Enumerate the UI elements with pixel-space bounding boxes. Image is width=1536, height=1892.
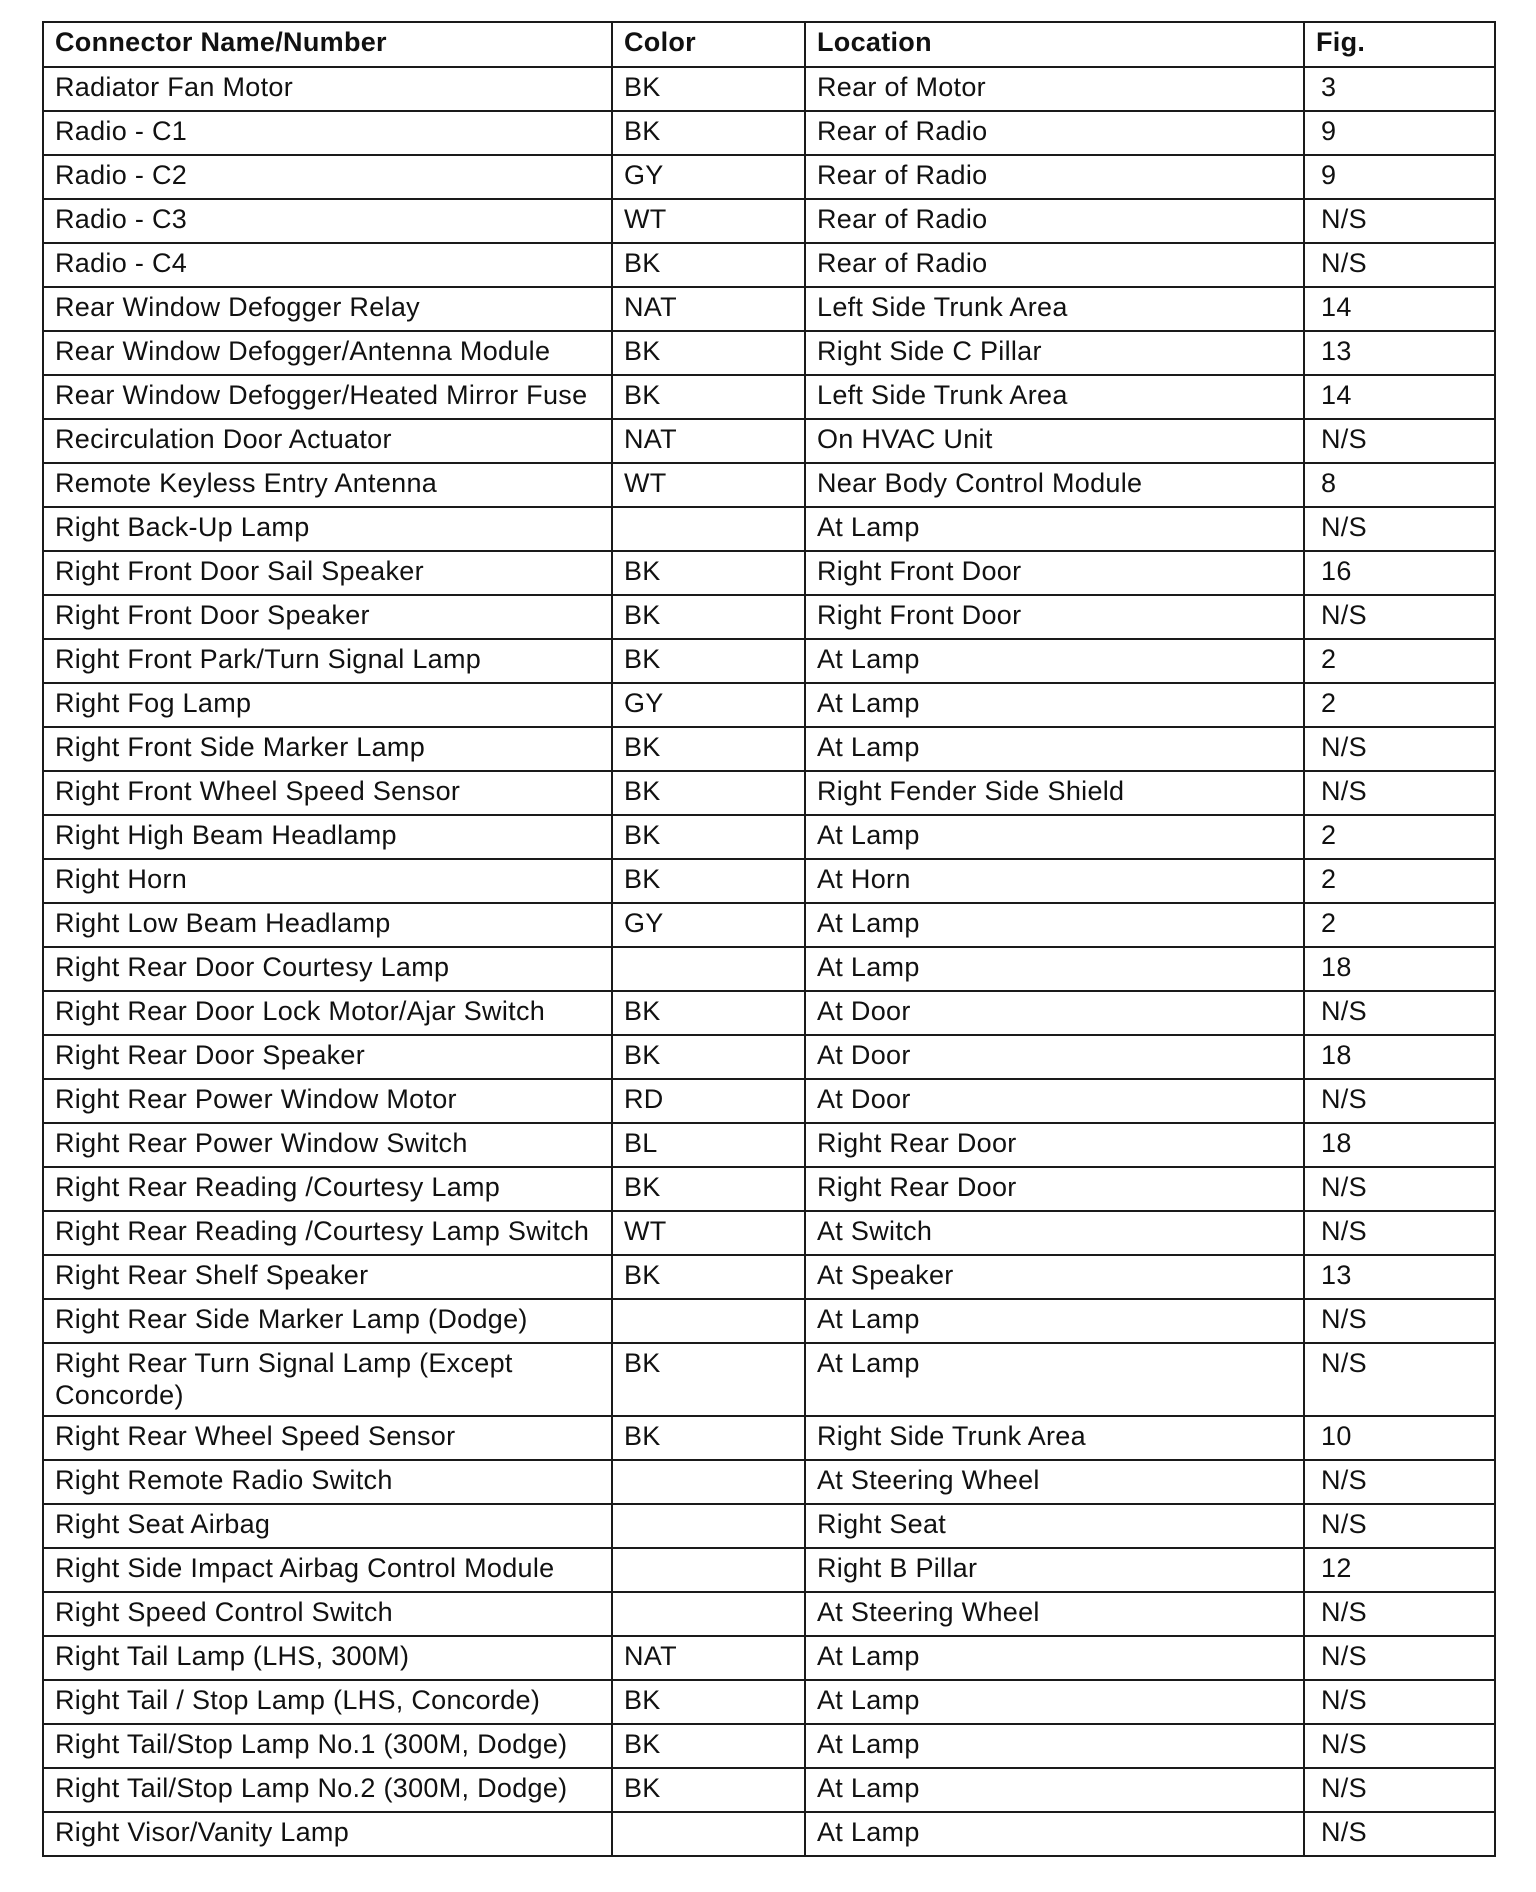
- cell-color: [612, 1504, 805, 1548]
- cell-location: At Lamp: [805, 1299, 1304, 1343]
- cell-location: At Lamp: [805, 1724, 1304, 1768]
- connector-table: [42, 21, 1496, 1857]
- cell-connector-name: Right Front Side Marker Lamp: [43, 727, 612, 771]
- cell-fig: 12: [1304, 1548, 1495, 1592]
- table-row: [43, 1079, 1495, 1123]
- cell-fig: N/S: [1304, 199, 1495, 243]
- cell-fig: 14: [1304, 375, 1495, 419]
- cell-location: Right Rear Door: [805, 1123, 1304, 1167]
- cell-location: At Lamp: [805, 683, 1304, 727]
- table-row: [43, 1211, 1495, 1255]
- cell-color: BK: [612, 727, 805, 771]
- table-row: [43, 243, 1495, 287]
- cell-fig: 9: [1304, 155, 1495, 199]
- cell-location: At Steering Wheel: [805, 1592, 1304, 1636]
- cell-location: Left Side Trunk Area: [805, 287, 1304, 331]
- cell-color: [612, 507, 805, 551]
- cell-connector-name: Right Fog Lamp: [43, 683, 612, 727]
- table-row: [43, 683, 1495, 727]
- cell-connector-name: Right Visor/Vanity Lamp: [43, 1812, 612, 1856]
- cell-fig: N/S: [1304, 1636, 1495, 1680]
- cell-connector-name: Right Rear Power Window Switch: [43, 1123, 612, 1167]
- cell-connector-name: Right Rear Turn Signal Lamp (Except Concorde): [43, 1343, 612, 1416]
- table-row: [43, 595, 1495, 639]
- cell-location: At Door: [805, 1035, 1304, 1079]
- cell-fig: N/S: [1304, 1812, 1495, 1856]
- cell-color: [612, 1299, 805, 1343]
- cell-color: WT: [612, 463, 805, 507]
- cell-color: NAT: [612, 419, 805, 463]
- cell-fig: N/S: [1304, 1504, 1495, 1548]
- table-row: [43, 507, 1495, 551]
- cell-fig: N/S: [1304, 1343, 1495, 1416]
- cell-fig: 18: [1304, 947, 1495, 991]
- cell-fig: N/S: [1304, 419, 1495, 463]
- cell-location: At Lamp: [805, 1812, 1304, 1856]
- column-header-connector-name: Connector Name/Number: [43, 22, 612, 67]
- cell-connector-name: Right Front Park/Turn Signal Lamp: [43, 639, 612, 683]
- cell-fig: 8: [1304, 463, 1495, 507]
- cell-location: Right B Pillar: [805, 1548, 1304, 1592]
- cell-connector-name: Right Tail/Stop Lamp No.2 (300M, Dodge): [43, 1768, 612, 1812]
- table-row: [43, 67, 1495, 111]
- table-row: [43, 1812, 1495, 1856]
- table-row: [43, 419, 1495, 463]
- cell-fig: N/S: [1304, 1592, 1495, 1636]
- cell-color: BL: [612, 1123, 805, 1167]
- cell-connector-name: Radio - C3: [43, 199, 612, 243]
- cell-color: [612, 1812, 805, 1856]
- column-header-color: Color: [612, 22, 805, 67]
- cell-connector-name: Right Front Door Speaker: [43, 595, 612, 639]
- cell-color: WT: [612, 199, 805, 243]
- cell-fig: N/S: [1304, 727, 1495, 771]
- cell-fig: N/S: [1304, 1211, 1495, 1255]
- cell-fig: N/S: [1304, 1724, 1495, 1768]
- cell-color: BK: [612, 1768, 805, 1812]
- table-row: [43, 1636, 1495, 1680]
- cell-color: BK: [612, 111, 805, 155]
- column-header-location: Location: [805, 22, 1304, 67]
- cell-color: GY: [612, 683, 805, 727]
- cell-color: NAT: [612, 1636, 805, 1680]
- table-row: [43, 991, 1495, 1035]
- table-row: [43, 1460, 1495, 1504]
- cell-fig: 2: [1304, 903, 1495, 947]
- table-row: [43, 1768, 1495, 1812]
- cell-connector-name: Right Tail / Stop Lamp (LHS, Concorde): [43, 1680, 612, 1724]
- table-row: [43, 727, 1495, 771]
- table-row: [43, 947, 1495, 991]
- cell-fig: 3: [1304, 67, 1495, 111]
- cell-location: At Switch: [805, 1211, 1304, 1255]
- cell-location: Rear of Radio: [805, 155, 1304, 199]
- cell-color: BK: [612, 1680, 805, 1724]
- cell-connector-name: Right Remote Radio Switch: [43, 1460, 612, 1504]
- cell-location: Right Front Door: [805, 551, 1304, 595]
- cell-location: Rear of Motor: [805, 67, 1304, 111]
- cell-connector-name: Right Rear Door Lock Motor/Ajar Switch: [43, 991, 612, 1035]
- cell-color: [612, 947, 805, 991]
- cell-connector-name: Radio - C4: [43, 243, 612, 287]
- cell-connector-name: Right Rear Power Window Motor: [43, 1079, 612, 1123]
- cell-location: On HVAC Unit: [805, 419, 1304, 463]
- cell-connector-name: Right Side Impact Airbag Control Module: [43, 1548, 612, 1592]
- cell-color: BK: [612, 639, 805, 683]
- cell-color: BK: [612, 1167, 805, 1211]
- table-row: [43, 111, 1495, 155]
- cell-location: Right Seat: [805, 1504, 1304, 1548]
- cell-location: Rear of Radio: [805, 199, 1304, 243]
- cell-color: BK: [612, 1724, 805, 1768]
- cell-fig: 2: [1304, 815, 1495, 859]
- cell-location: Rear of Radio: [805, 243, 1304, 287]
- cell-location: At Lamp: [805, 903, 1304, 947]
- table-row: [43, 1167, 1495, 1211]
- cell-location: Right Front Door: [805, 595, 1304, 639]
- table-row: [43, 551, 1495, 595]
- cell-color: BK: [612, 243, 805, 287]
- cell-connector-name: Radiator Fan Motor: [43, 67, 612, 111]
- table-row: [43, 1724, 1495, 1768]
- cell-color: BK: [612, 991, 805, 1035]
- cell-connector-name: Right Horn: [43, 859, 612, 903]
- cell-fig: 10: [1304, 1416, 1495, 1460]
- cell-fig: 18: [1304, 1035, 1495, 1079]
- table-row: [43, 859, 1495, 903]
- cell-fig: N/S: [1304, 1460, 1495, 1504]
- cell-color: BK: [612, 67, 805, 111]
- table-row: [43, 1504, 1495, 1548]
- table-row: [43, 1416, 1495, 1460]
- cell-connector-name: Radio - C2: [43, 155, 612, 199]
- cell-connector-name: Right Rear Reading /Courtesy Lamp: [43, 1167, 612, 1211]
- cell-location: Near Body Control Module: [805, 463, 1304, 507]
- table-row: [43, 1680, 1495, 1724]
- cell-location: Right Fender Side Shield: [805, 771, 1304, 815]
- cell-connector-name: Rear Window Defogger Relay: [43, 287, 612, 331]
- cell-color: BK: [612, 331, 805, 375]
- cell-connector-name: Right Rear Side Marker Lamp (Dodge): [43, 1299, 612, 1343]
- cell-color: [612, 1460, 805, 1504]
- cell-location: At Door: [805, 1079, 1304, 1123]
- cell-fig: 18: [1304, 1123, 1495, 1167]
- column-header-fig: Fig.: [1304, 22, 1495, 67]
- cell-fig: N/S: [1304, 1167, 1495, 1211]
- table-row: [43, 1592, 1495, 1636]
- cell-fig: 9: [1304, 111, 1495, 155]
- cell-location: Left Side Trunk Area: [805, 375, 1304, 419]
- table-row: [43, 1343, 1495, 1416]
- cell-fig: 16: [1304, 551, 1495, 595]
- cell-fig: N/S: [1304, 243, 1495, 287]
- table-row: [43, 287, 1495, 331]
- table-row: [43, 1123, 1495, 1167]
- cell-location: At Speaker: [805, 1255, 1304, 1299]
- cell-location: Right Side C Pillar: [805, 331, 1304, 375]
- cell-color: BK: [612, 771, 805, 815]
- connector-table-page: [42, 21, 1494, 1857]
- cell-connector-name: Right Rear Door Speaker: [43, 1035, 612, 1079]
- cell-color: NAT: [612, 287, 805, 331]
- table-row: [43, 903, 1495, 947]
- cell-connector-name: Right High Beam Headlamp: [43, 815, 612, 859]
- cell-color: GY: [612, 155, 805, 199]
- cell-fig: N/S: [1304, 595, 1495, 639]
- cell-color: BK: [612, 375, 805, 419]
- cell-fig: N/S: [1304, 1299, 1495, 1343]
- cell-fig: 13: [1304, 331, 1495, 375]
- table-row: [43, 1255, 1495, 1299]
- cell-location: At Lamp: [805, 815, 1304, 859]
- cell-location: At Lamp: [805, 947, 1304, 991]
- cell-connector-name: Right Tail/Stop Lamp No.1 (300M, Dodge): [43, 1724, 612, 1768]
- cell-fig: N/S: [1304, 507, 1495, 551]
- cell-location: At Horn: [805, 859, 1304, 903]
- table-row: [43, 771, 1495, 815]
- cell-connector-name: Rear Window Defogger/Heated Mirror Fuse: [43, 375, 612, 419]
- table-row: [43, 815, 1495, 859]
- table-row: [43, 639, 1495, 683]
- cell-connector-name: Recirculation Door Actuator: [43, 419, 612, 463]
- cell-color: BK: [612, 1035, 805, 1079]
- cell-color: RD: [612, 1079, 805, 1123]
- cell-connector-name: Radio - C1: [43, 111, 612, 155]
- table-header-row: [43, 22, 1495, 67]
- cell-fig: 14: [1304, 287, 1495, 331]
- cell-connector-name: Right Low Beam Headlamp: [43, 903, 612, 947]
- cell-connector-name: Right Back-Up Lamp: [43, 507, 612, 551]
- cell-fig: N/S: [1304, 1079, 1495, 1123]
- cell-location: Rear of Radio: [805, 111, 1304, 155]
- cell-color: [612, 1548, 805, 1592]
- cell-color: [612, 1592, 805, 1636]
- cell-color: BK: [612, 595, 805, 639]
- table-row: [43, 1548, 1495, 1592]
- cell-color: BK: [612, 1255, 805, 1299]
- cell-connector-name: Right Tail Lamp (LHS, 300M): [43, 1636, 612, 1680]
- cell-location: At Lamp: [805, 639, 1304, 683]
- cell-color: WT: [612, 1211, 805, 1255]
- cell-fig: 2: [1304, 639, 1495, 683]
- cell-color: BK: [612, 551, 805, 595]
- cell-fig: N/S: [1304, 991, 1495, 1035]
- cell-connector-name: Right Front Door Sail Speaker: [43, 551, 612, 595]
- cell-connector-name: Right Rear Shelf Speaker: [43, 1255, 612, 1299]
- cell-location: At Door: [805, 991, 1304, 1035]
- cell-location: At Lamp: [805, 1680, 1304, 1724]
- table-row: [43, 375, 1495, 419]
- cell-connector-name: Right Rear Reading /Courtesy Lamp Switch: [43, 1211, 612, 1255]
- cell-connector-name: Right Rear Door Courtesy Lamp: [43, 947, 612, 991]
- cell-connector-name: Right Seat Airbag: [43, 1504, 612, 1548]
- cell-fig: N/S: [1304, 771, 1495, 815]
- cell-color: BK: [612, 1416, 805, 1460]
- table-row: [43, 155, 1495, 199]
- cell-connector-name: Right Rear Wheel Speed Sensor: [43, 1416, 612, 1460]
- cell-fig: N/S: [1304, 1768, 1495, 1812]
- cell-location: At Lamp: [805, 1636, 1304, 1680]
- cell-location: At Steering Wheel: [805, 1460, 1304, 1504]
- cell-fig: N/S: [1304, 1680, 1495, 1724]
- cell-color: BK: [612, 859, 805, 903]
- cell-location: At Lamp: [805, 507, 1304, 551]
- table-row: [43, 1035, 1495, 1079]
- cell-color: GY: [612, 903, 805, 947]
- cell-fig: 13: [1304, 1255, 1495, 1299]
- cell-color: BK: [612, 815, 805, 859]
- cell-connector-name: Rear Window Defogger/Antenna Module: [43, 331, 612, 375]
- cell-connector-name: Right Front Wheel Speed Sensor: [43, 771, 612, 815]
- cell-fig: 2: [1304, 683, 1495, 727]
- cell-location: At Lamp: [805, 1343, 1304, 1416]
- table-body: [43, 67, 1495, 1856]
- cell-connector-name: Right Speed Control Switch: [43, 1592, 612, 1636]
- cell-location: Right Side Trunk Area: [805, 1416, 1304, 1460]
- cell-location: Right Rear Door: [805, 1167, 1304, 1211]
- table-row: [43, 463, 1495, 507]
- cell-fig: 2: [1304, 859, 1495, 903]
- table-row: [43, 331, 1495, 375]
- cell-connector-name: Remote Keyless Entry Antenna: [43, 463, 612, 507]
- table-row: [43, 199, 1495, 243]
- table-row: [43, 1299, 1495, 1343]
- cell-location: At Lamp: [805, 727, 1304, 771]
- cell-location: At Lamp: [805, 1768, 1304, 1812]
- cell-color: BK: [612, 1343, 805, 1416]
